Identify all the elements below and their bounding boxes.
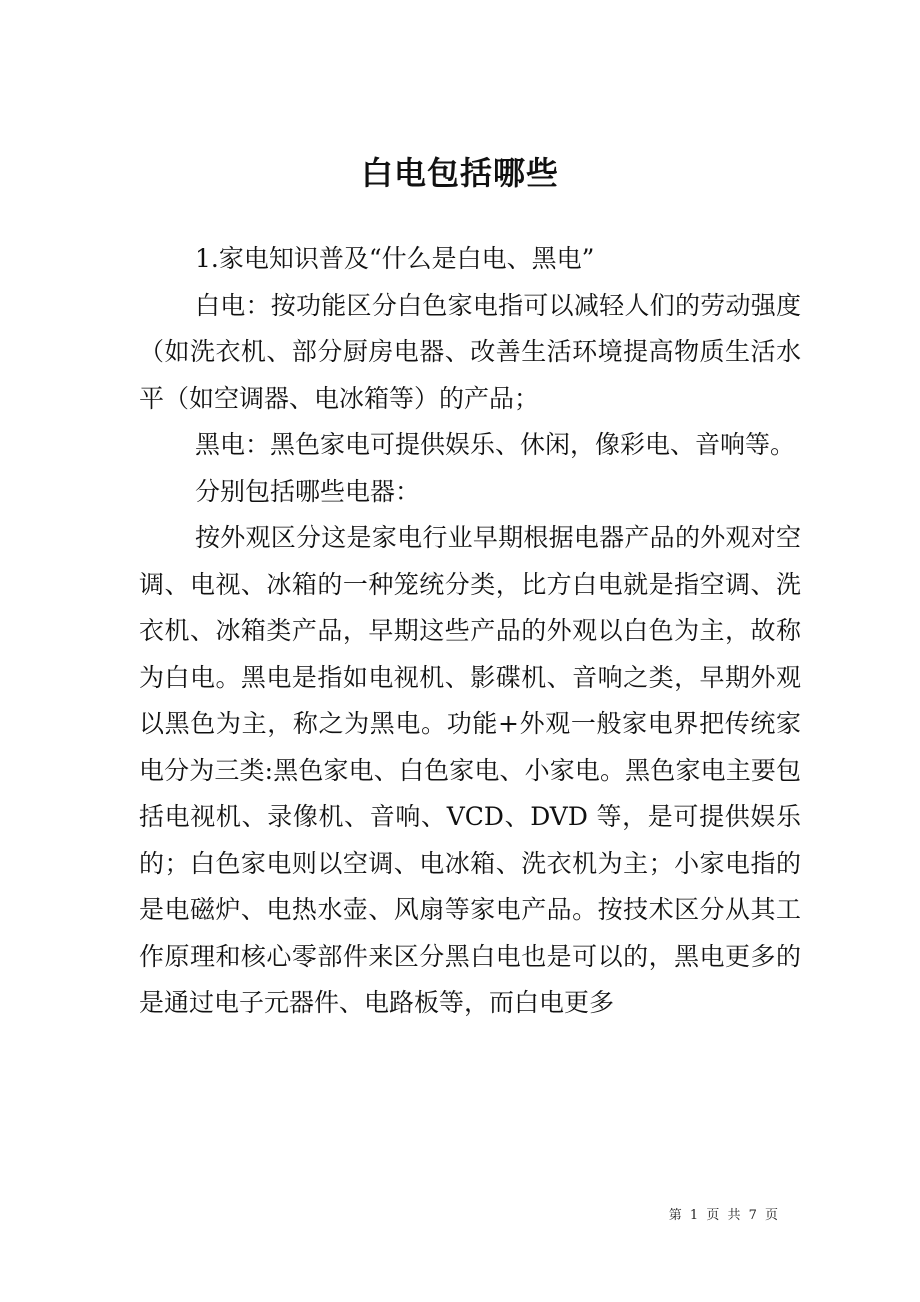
paragraph-white-appliance: 白电：按功能区分白色家电指可以减轻人们的劳动强度（如洗衣机、部分厨房电器、改善生活环境提高物质生活水平（如空调器、电冰箱等）的产品；	[139, 290, 801, 413]
document-title: 白电包括哪些	[360, 154, 559, 193]
document-body	[139, 236, 801, 1027]
paragraph-subheading: 分别包括哪些电器：	[195, 476, 421, 506]
paragraph-classification: 按外观区分这是家电行业早期根据电器产品的外观对空调、电视、冰箱的一种笼统分类，比方白电就是指空调、洗衣机、冰箱类产品，早期这些产品的外观以白色为主，故称为白电。黑电是指如电视机、影碟机、音响之类，早期外观以黑色为主，称之为黑电。功能+外观一般家电界把传统家电分为三类:黑色家电、白色家电、小家电。黑色家电主要包括电视机、录像机、音响、VCD、DVD 等，是可提供娱乐的；白色家电则以空调、电冰箱、洗衣机为主；小家电指的是电磁炉、电热水壶、风扇等家电产品。按技术区分从其工作原理和核心零部件来区分黑白电也是可以的，黑电更多的是通过电子元器件、电路板等，而白电更多	[139, 523, 801, 1017]
paragraph-black-appliance: 黑电：黑色家电可提供娱乐、休闲，像彩电、音响等。	[195, 430, 796, 459]
page-footer: 第 1 页 共 7 页	[668, 1208, 780, 1223]
paragraph-heading: 1.家电知识普及“什么是白电、黑电”	[195, 244, 595, 273]
